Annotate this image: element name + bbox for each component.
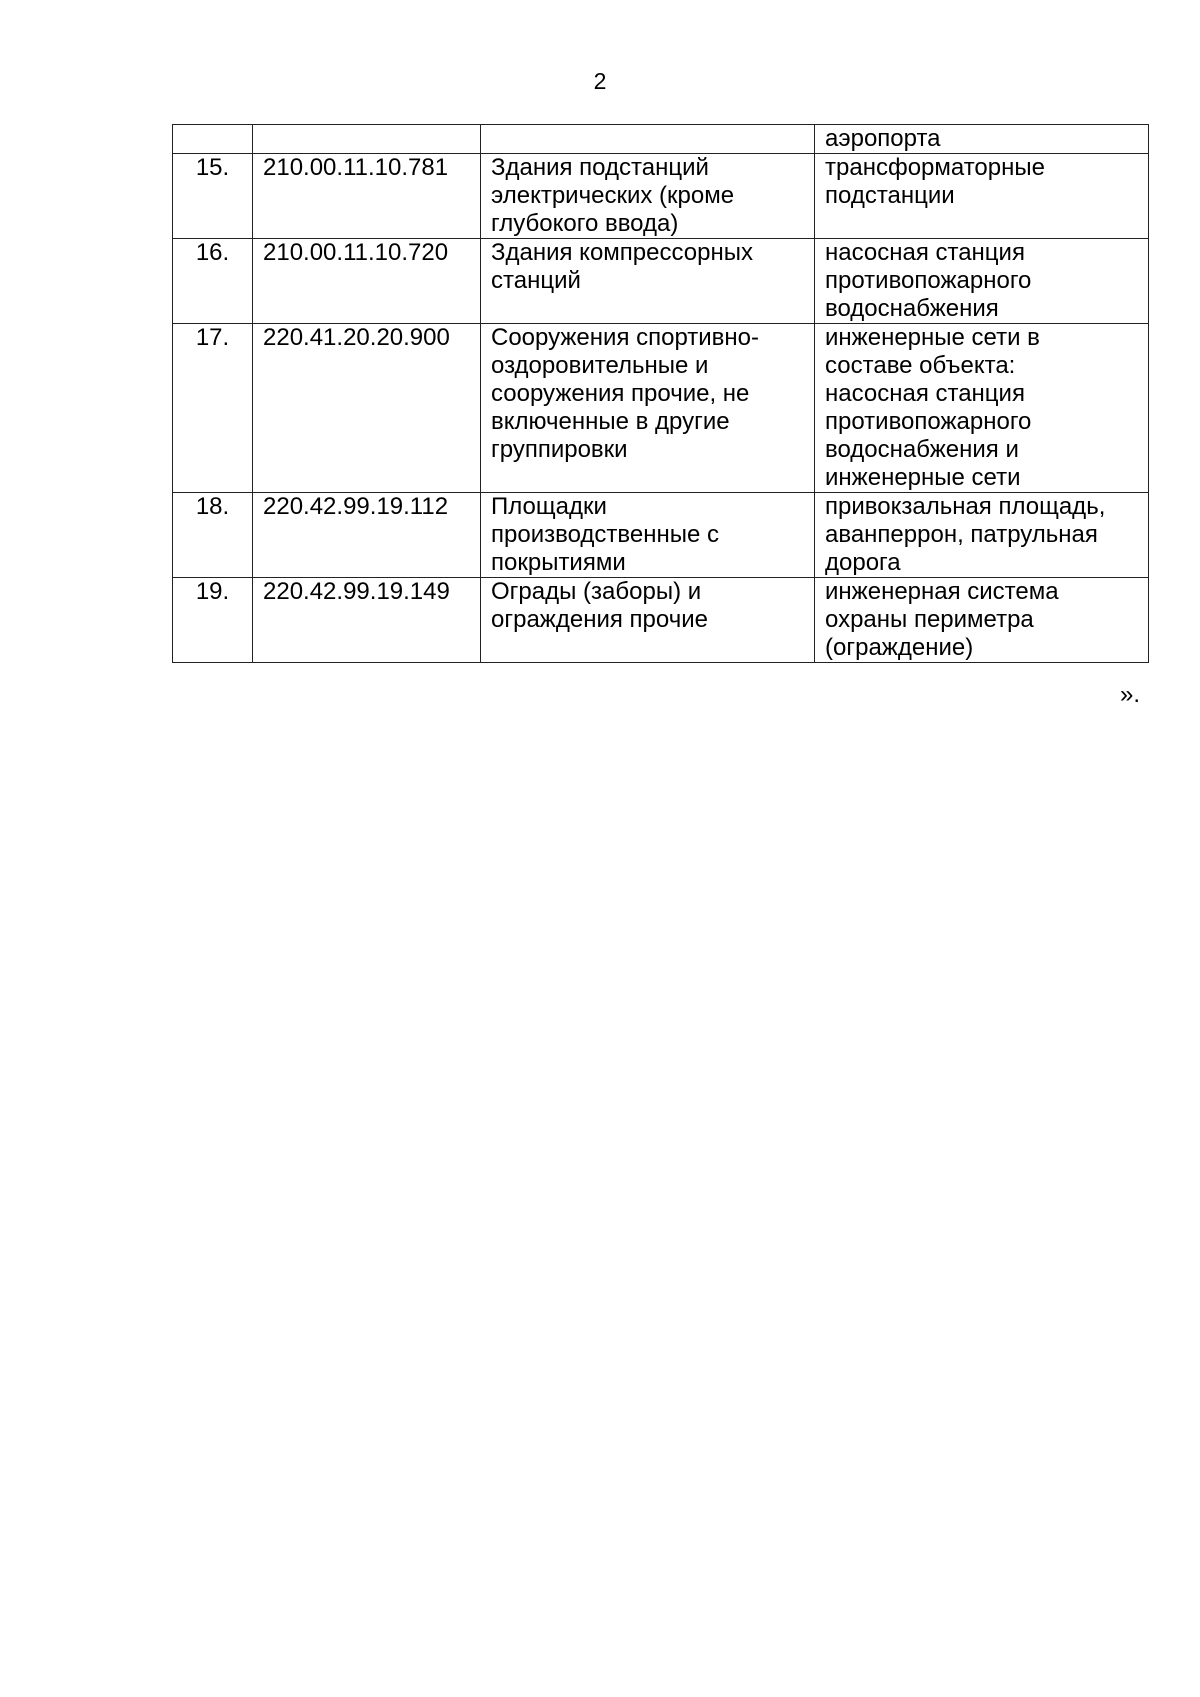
name-cell bbox=[481, 125, 815, 154]
name-cell: Здания подстанций электрических (кроме глубокого ввода) bbox=[481, 154, 815, 239]
name-cell: Площадки производственные с покрытиями bbox=[481, 493, 815, 578]
table-row bbox=[173, 493, 1149, 578]
note-cell: инженерная система охраны периметра (ограждение) bbox=[815, 578, 1149, 663]
note-cell: насосная станция противопожарного водоснабжения bbox=[815, 239, 1149, 324]
row-number-cell: 16. bbox=[173, 239, 253, 324]
table-row bbox=[173, 154, 1149, 239]
note-cell: трансформаторные подстанции bbox=[815, 154, 1149, 239]
row-number-cell: 17. bbox=[173, 324, 253, 493]
row-number-cell bbox=[173, 125, 253, 154]
name-cell: Ограды (заборы) и ограждения прочие bbox=[481, 578, 815, 663]
code-cell: 220.42.99.19.112 bbox=[253, 493, 481, 578]
code-cell: 210.00.11.10.781 bbox=[253, 154, 481, 239]
note-cell: инженерные сети в составе объекта: насосная станция противопожарного водоснабжения и инженерные сети bbox=[815, 324, 1149, 493]
code-cell: 210.00.11.10.720 bbox=[253, 239, 481, 324]
closing-quote: ». bbox=[1120, 681, 1141, 708]
row-number-cell: 15. bbox=[173, 154, 253, 239]
note-cell: аэропорта bbox=[815, 125, 1149, 154]
code-cell bbox=[253, 125, 481, 154]
table-row bbox=[173, 324, 1149, 493]
code-cell: 220.42.99.19.149 bbox=[253, 578, 481, 663]
code-cell: 220.41.20.20.900 bbox=[253, 324, 481, 493]
note-cell: привокзальная площадь, аванперрон, патрульная дорога bbox=[815, 493, 1149, 578]
table-row-continuation bbox=[173, 125, 1149, 154]
table-row bbox=[173, 239, 1149, 324]
page-number: 2 bbox=[593, 68, 607, 94]
row-number-cell: 18. bbox=[173, 493, 253, 578]
table-row bbox=[173, 578, 1149, 663]
row-number-cell: 19. bbox=[173, 578, 253, 663]
classification-table bbox=[172, 124, 1149, 663]
name-cell: Сооружения спортивно- оздоровительные и сооружения прочие, не включенные в другие группировки bbox=[481, 324, 815, 493]
name-cell: Здания компрессорных станций bbox=[481, 239, 815, 324]
